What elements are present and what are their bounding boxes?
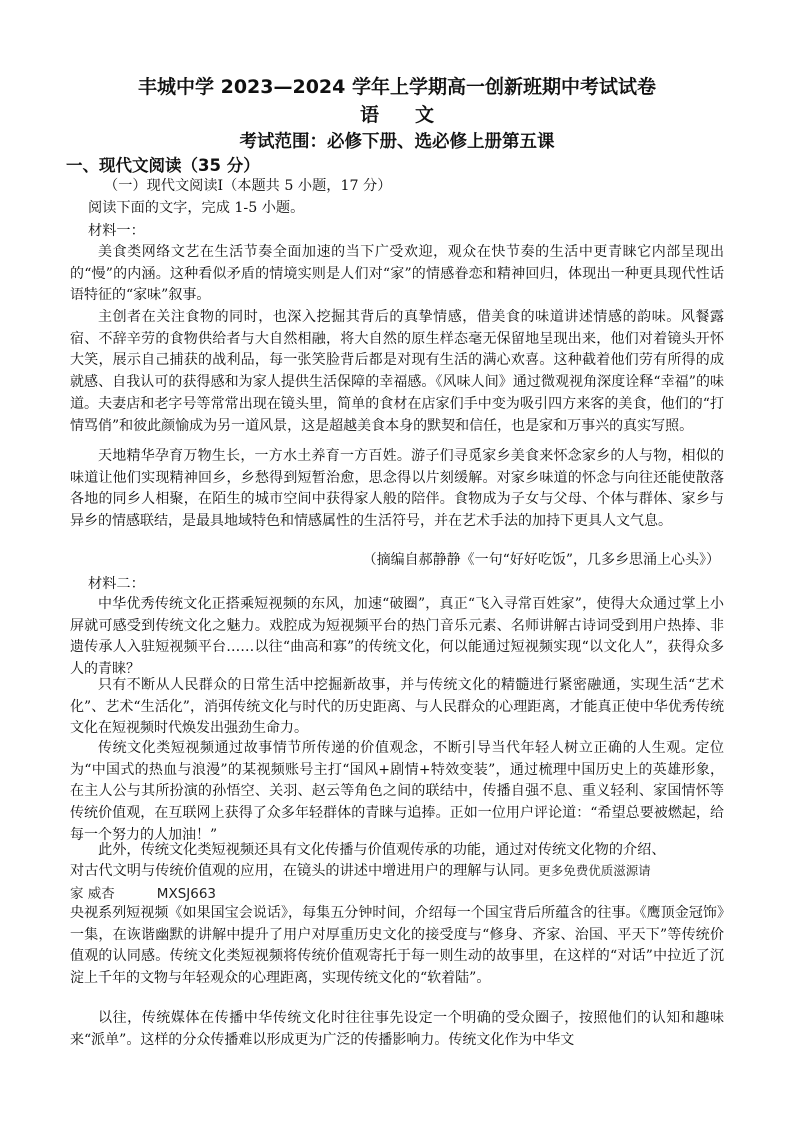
material-1-source: （摘编自郝静静《一句“好好吃饭”，几多乡思涌上心头》） [362, 552, 720, 568]
exam-title: 丰城中学 2023—2024 学年上学期高一创新班期中考试试卷 [138, 76, 656, 98]
material-2-paragraph-3: 传统文化类短视频通过故事情节所传递的价值观念，不断引导当代年轻人树立正确的人生观。定位为“中国式的热血与浪漫”的某视频账号主打“国风+剧情+特效变装”，通过梳理中国历史上的英雄形象，在主人公与其所扮演的孙悟空、关羽、赵云等角色之间的联结中，传播自强不息、重义轻利、家国情怀等传统价值观，在互联网上获得了众多年轻群体的青睐与追捧。正如一位用户评论道：“希望总要被燃起，给每一个努力的人加油！” [70, 740, 724, 843]
material-2-paragraph-4-line-1: 此外，传统文化类短视频还具有文化传播与价值观传承的功能，通过对传统文化物的介绍、 [98, 842, 666, 858]
material-1-paragraph-3: 天地精华孕育万物生长，一方水土养育一方百姓。游子们寻觅家乡美食来怀念家乡的人与物，相似的味道让他们实现精神回乡，乡愁得到短暂治愈，思念得以片刻缓解。对家乡味道的怀念与向往还能使散落各地的同乡人相聚，在陌生的城市空间中获得家人般的陪伴。食物成为子女与父母、个体与群体、家乡与异乡的情感联结，是最具地域特色和情感属性的生活符号，并在艺术手法的加持下更具人文气息。 [70, 448, 724, 530]
material-2-paragraph-2: 只有不断从人民群众的日常生活中挖掘新故事，并与传统文化的精髓进行紧密融通，实现生活“艺术化”、艺术“生活化”，消弭传统文化与时代的历史距离、与人民群众的心理距离，才能真正使中华优秀传统文化在短视频时代焕发出强劲生命力。 [70, 677, 724, 737]
ad-text: 更多免费优质滋源请 [538, 863, 651, 878]
subject-title [0, 100, 794, 127]
material-2-paragraph-5: 央视系列短视频《如果国宝会说话》，每集五分钟时间，介绍每一个国宝背后所蕴含的往事。《鹰顶金冠饰》一集，在诙谐幽默的讲解中提升了用户对厚重历史文化的接受度与“修身、齐家、治国、平天下”等传统价值观的认同感。传统文化类短视频将传统价值观寄托于每一则生动的故事里，在这样的“对话”中拉近了沉淀上千年的文物与年轻观众的心理距离，实现传统文化的“软着陆”。 [70, 905, 724, 987]
material-1-label: 材料一： [88, 223, 145, 239]
material-2-label: 材料二： [88, 576, 145, 592]
instruction: 阅读下面的文字，完成 1-5 小题。 [88, 200, 305, 216]
material-2-paragraph-6: 以往，传统媒体在传播中华传统文化时往往事先设定一个明确的受众圈子，按照他们的认知和趣味来“派单”。这样的分众传播难以形成更为广泛的传播影响力。传统文化作为中华文 [70, 1010, 724, 1048]
ad-contact [70, 882, 216, 902]
ad-contact-label: 家 威杏 [70, 886, 115, 902]
material-1-paragraph-1: 美食类网络文艺在生活节奏全面加速的当下广受欢迎，观众在快节奏的生活中更青睐它内部呈现出的“慢”的内涵。这种看似矛盾的情境实则是人们对“家”的情感眷恋和精神回归，体现出一种更具现代性话语特征的“家味”叙事。 [70, 244, 724, 304]
material-1-paragraph-2: 主创者在关注食物的同时，也深入挖掘其背后的真挚情感，借美食的味道讲述情感的韵味。风餐露宿、不辞辛劳的食物供给者与大自然相融，将大自然的原生样态毫无保留地呈现出来，他们对着镜头开怀大笑，展示自己捕获的战利品，每一张笑脸背后都是对现有生活的满心欢喜。这种截着他们劳有所得的成就感、自我认可的获得感和为家人提供生活保障的幸福感。《风味人间》通过微观视角深度诠释“幸福”的味道。夫妻店和老字号等常常出现在镜头里，简单的食材在店家们手中变为吸引四方来客的美食，他们的“打情骂俏”和彼此颜愉成为另一道风景，这是超越美食本身的默契和信任，也是家和万事兴的真实写照。 [70, 309, 724, 434]
subject-char-1: 语 [359, 104, 379, 126]
ad-contact-id: MXSJ663 [156, 886, 217, 902]
material-2-paragraph-1: 中华优秀传统文化正搭乘短视频的东风，加速“破圈”，真正“飞入寻常百姓家”，使得大众通过掌上小屏就可感受到传统文化之魅力。戏腔成为短视频平台的热门音乐元素、名师讲解古诗词受到用户热捧、非遗传承人入驻短视频平台……以往“曲高和寡”的传统文化，何以能通过短视频实现“以文化人”，获得众多人的青睐？ [70, 596, 724, 678]
exam-scope: 考试范围：必修下册、选必修上册第五课 [239, 132, 555, 152]
section-heading: 一、现代文阅读（35 分） [66, 156, 260, 175]
subsection-heading: （一）现代文阅读Ⅰ（本题共 5 小题，17 分） [104, 178, 392, 194]
subject-char-2: 文 [415, 104, 435, 126]
paragraph-4-text: 对古代文明与传统价值观的应用，在镜头的讲述中增进用户的理解与认同。 [70, 863, 539, 879]
material-2-paragraph-4-line-2 [70, 861, 651, 881]
